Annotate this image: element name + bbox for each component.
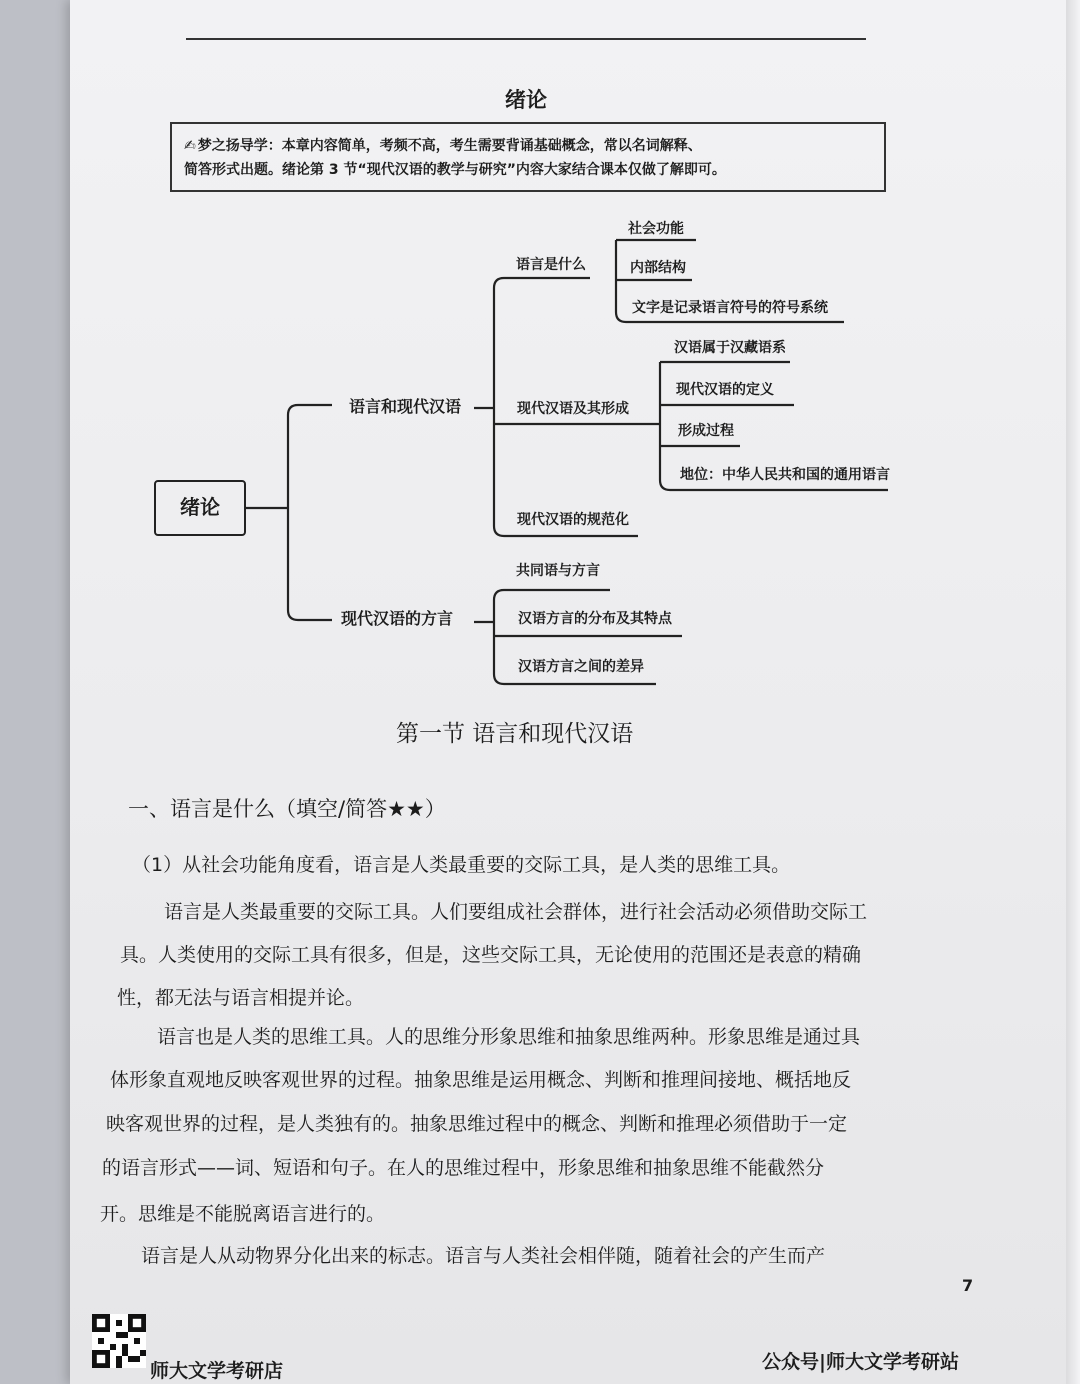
section-title: 第一节 语言和现代汉语 (396, 721, 634, 747)
mindmap-leaf: 共同语与方言 (516, 563, 600, 579)
mindmap-leaf: 现代汉语的定义 (676, 382, 774, 398)
mindmap-lines (70, 0, 1080, 700)
paragraph-line: 开。思维是不能脱离语言进行的。 (100, 1203, 386, 1225)
paragraph-line: 语言是人从动物界分化出来的标志。语言与人类社会相伴随，随着社会的产生而产 (141, 1245, 826, 1267)
shop-name: 师大文学考研店 (150, 1360, 284, 1382)
page-number: 7 (962, 1276, 974, 1295)
mindmap-node-modern-chinese-formation: 现代汉语及其形成 (517, 401, 629, 417)
paragraph-line: 性，都无法与语言相提并论。 (117, 987, 365, 1009)
paragraph-line: 的语言形式——词、短语和句子。在人的思维过程中，形象思维和抽象思维不能截然分 (102, 1157, 825, 1179)
guide-line-2: 简答形式出题。绪论第 3 节“现代汉语的教学与研究”内容大家结合课本仅做了解即可。 (184, 162, 726, 178)
official-account: 公众号|师大文学考研站 (762, 1351, 959, 1373)
book-page (70, 0, 1080, 1384)
guide-line-1: ✍ 梦之扬导学：本章内容简单，考频不高，考生需要背诵基础概念，常以名词解释、 (184, 138, 702, 154)
paragraph-line: 体形象直观地反映客观世界的过程。抽象思维是运用概念、判断和推理间接地、概括地反 (110, 1069, 852, 1091)
mindmap-root: 绪论 (154, 480, 246, 536)
section-heading: 一、语言是什么（填空/简答★★） (128, 797, 446, 821)
mindmap-branch-language-and-modern-chinese: 语言和现代汉语 (349, 397, 462, 416)
mindmap-node-what-is-language: 语言是什么 (516, 257, 586, 273)
mindmap-leaf: 汉语属于汉藏语系 (674, 340, 786, 356)
chapter-title: 绪论 (505, 88, 547, 112)
mindmap-branch-dialects: 现代汉语的方言 (341, 609, 454, 628)
paragraph-line: 语言也是人类的思维工具。人的思维分形象思维和抽象思维两种。形象思维是通过具 (157, 1026, 861, 1048)
mindmap-leaf: 内部结构 (630, 260, 686, 276)
mindmap-leaf: 汉语方言的分布及其特点 (518, 611, 672, 627)
mindmap-leaf: 地位：中华人民共和国的通用语言 (680, 467, 890, 483)
mindmap-leaf: 社会功能 (628, 221, 684, 237)
paragraph-line: 映客观世界的过程，是人类独有的。抽象思维过程中的概念、判断和推理必须借助于一定 (106, 1113, 848, 1135)
paragraph-line: 具。人类使用的交际工具有很多，但是，这些交际工具，无论使用的范围还是表意的精确 (120, 944, 862, 966)
paragraph-line: 语言是人类最重要的交际工具。人们要组成社会群体，进行社会活动必须借助交际工 (164, 901, 868, 923)
point-1: （1）从社会功能角度看，语言是人类最重要的交际工具，是人类的思维工具。 (132, 854, 791, 876)
mindmap-leaf: 汉语方言之间的差异 (518, 659, 644, 675)
mindmap-node-standardization: 现代汉语的规范化 (517, 512, 629, 528)
pen-icon: ✍ (184, 138, 196, 154)
qr-code-icon (92, 1314, 146, 1368)
mindmap-leaf: 文字是记录语言符号的符号系统 (632, 300, 828, 316)
mindmap-leaf: 形成过程 (678, 423, 734, 439)
